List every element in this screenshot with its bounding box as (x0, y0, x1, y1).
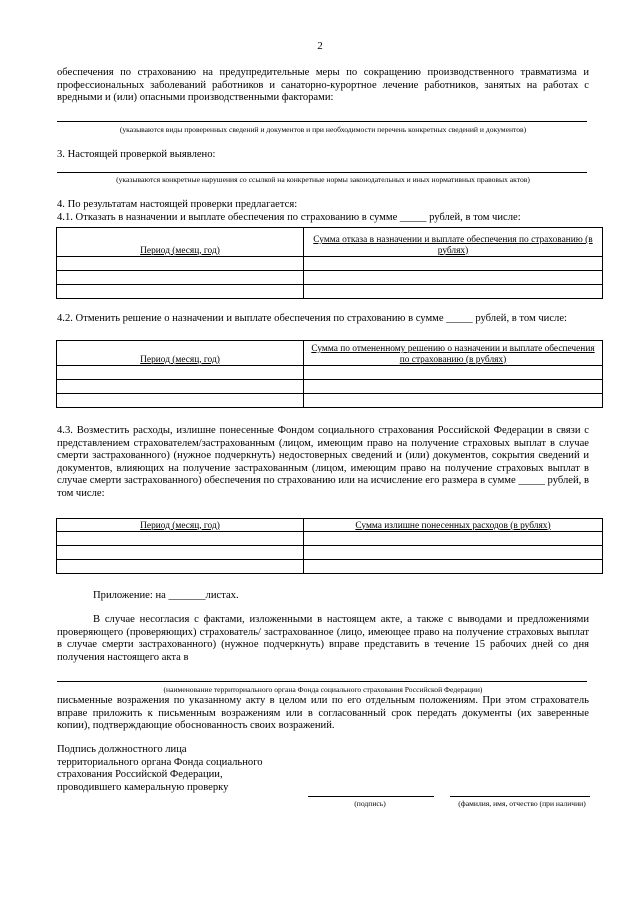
table-row (57, 257, 304, 271)
section4-title: 4. По результатам настоящей проверки предлагается: (57, 199, 298, 210)
table-4-1-header-period: Период (месяц, год) (57, 228, 304, 257)
table-4-3-header-period: Период (месяц, год) (57, 519, 304, 532)
table-row (57, 271, 304, 285)
table-row (57, 285, 304, 299)
intro-paragraph: обеспечения по страхованию на предупредительные меры по сокращению производственного травматизма и профессиональных заболеваний работников и санаторно-курортное лечение работников, занятых на работах с вредными и (или) опасными производственными факторами: (57, 67, 589, 104)
table-4-3-header-amount: Сумма излишне понесенных расходов (в рублях) (304, 519, 603, 532)
signature-line-2: территориального органа Фонда социального (57, 756, 263, 768)
signature-line-1: Подпись должностного лица (57, 744, 187, 755)
intro-note: (указываются виды проверенных сведений и документов и при необходимости перечень конкретных сведений и документов) (119, 125, 527, 134)
signature-blank-line (308, 796, 434, 797)
section43-text: 4.3. Возместить расходы, излишне понесенные Фондом социального страхования Российской Федерации в связи с представлением страхователем/застрахованным (лицом, имеющим право на получение страховых выплат в случае смерти застрахованного) (нужное подчеркнуть) недостоверных сведений и (или) документов, сокрытия сведений и документов, влияющих на получение застрахованным (лицом, имеющим право на получение страховых выплат в случае смерти застрахованного) обеспечения по страхованию или на исчисление его размера в сумме _____ рублей, в том числе: (57, 425, 589, 499)
table-4-3 (56, 518, 603, 574)
page-number: 2 (317, 40, 323, 52)
section41-text: 4.1. Отказать в назначении и выплате обеспечения по страхованию в сумме _____ рублей, в том числе: (57, 212, 521, 223)
intro-blank-line (57, 121, 587, 122)
table-4-1-header-amount: Сумма отказа в назначении и выплате обеспечения по страхованию (в рублях) (304, 228, 603, 257)
fss-note: (наименование территориального органа Фонда социального страхования Российской Федерации) (163, 685, 483, 694)
table-row (57, 366, 304, 380)
signature-label: (подпись) (354, 799, 386, 808)
table-4-1 (56, 227, 603, 299)
name-label: (фамилия, имя, отчество (при наличии) (458, 799, 586, 808)
table-4-2 (56, 340, 603, 408)
table-row (57, 560, 304, 574)
table-row (57, 394, 304, 408)
signature-line-4: проводившего камеральную проверку (57, 781, 229, 793)
disagreement-paragraph: В случае несогласия с фактами, изложенными в настоящем акте, а также с выводами и предложениями проверяющего (проверяющих) страхователь/ застрахованное (лицо, имеющее право на получение страховых выплат в случае смерти застрахованного) (нужное подчеркнуть) вправе представить в течение 15 рабочих дней со дня получения настоящего акта в (57, 614, 589, 663)
section3-blank-line (57, 172, 587, 173)
fss-blank-line (57, 681, 587, 682)
table-4-2-header-period: Период (месяц, год) (57, 341, 304, 366)
signature-line-3: страхования Российской Федерации, (57, 769, 223, 781)
signature-block (57, 744, 317, 794)
objections-paragraph: письменные возражения по указанному акту в целом или по его отдельным положениям. При этом страхователь вправе приложить к письменным возражениям или в согласованный срок передать документы (их заверенные копии), подтверждающие обоснованность своих возражений. (57, 695, 589, 732)
name-blank-line (450, 796, 590, 797)
table-row (57, 380, 304, 394)
table-4-2-header-amount: Сумма по отмененному решению о назначении и выплате обеспечения по страхованию (в рублях) (304, 341, 603, 366)
section3-note: (указываются конкретные нарушения со ссылкой на конкретные нормы законодательных и иных нормативных правовых актов) (116, 175, 530, 184)
table-row (57, 532, 304, 546)
section42-text: 4.2. Отменить решение о назначении и выплате обеспечения по страхованию в сумме _____ рублей, в том числе: (57, 313, 567, 324)
table-row (57, 546, 304, 560)
appendix: Приложение: на _______листах. (93, 590, 239, 601)
section3-title: 3. Настоящей проверкой выявлено: (57, 149, 216, 160)
